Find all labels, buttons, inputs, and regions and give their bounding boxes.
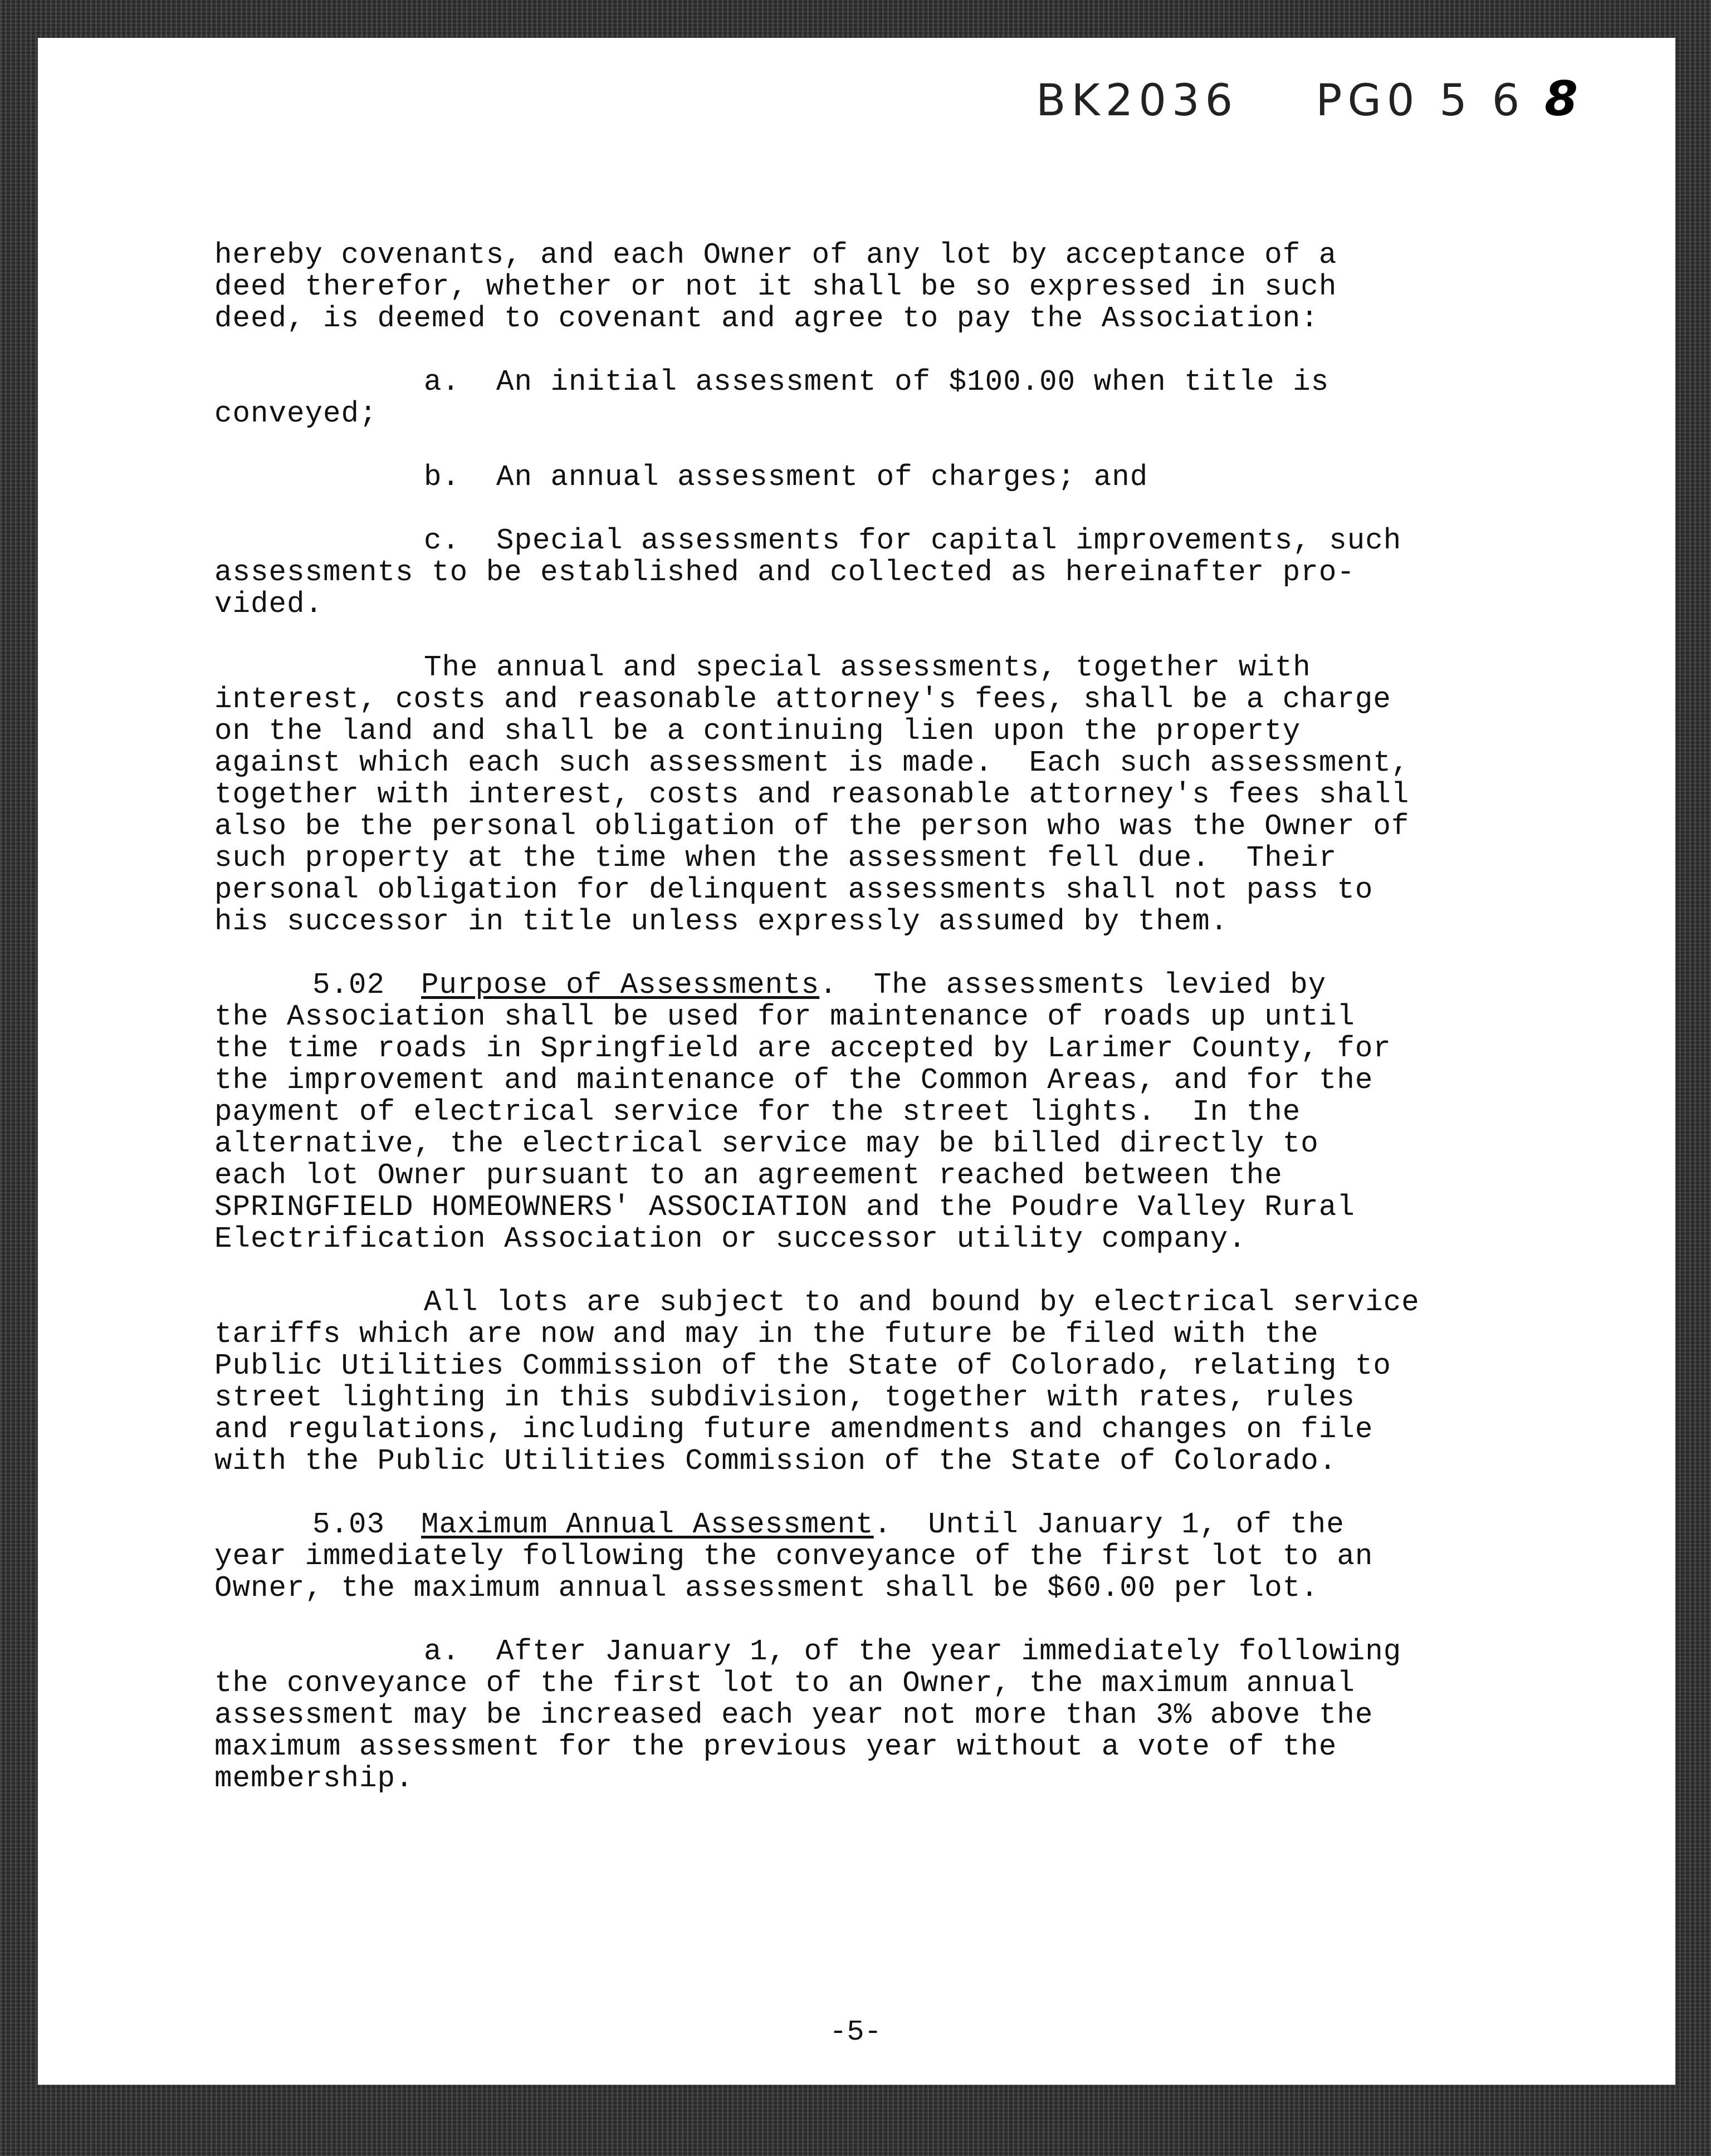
intro-paragraph: hereby covenants, and each Owner of any lot by acceptance of a deed therefor, whether or not it shall be so expressed in such deed, is deemed to covenant and agree to pay the Association: [214, 238, 1337, 335]
item-b-text: b. An annual assessment of charges; and [424, 460, 1148, 494]
item-b-paragraph [214, 462, 1562, 493]
document-body [214, 239, 1562, 1826]
item-c-paragraph [214, 525, 1562, 620]
section-5-03 [214, 1509, 1562, 1604]
page-ref: PG0 5 6 [1316, 76, 1526, 126]
item-a-text: a. An initial assessment of $100.00 when title is conveyed; [214, 365, 1329, 430]
lots-tariffs-paragraph [214, 1287, 1562, 1477]
book-page-stamp [1036, 71, 1583, 127]
annual-assessments-paragraph [214, 652, 1562, 938]
section-5-03-title: Maximum Annual Assessment [421, 1508, 874, 1541]
section-5-02 [214, 969, 1562, 1255]
lots-tariffs-text: All lots are subject to and bound by electrical service tariffs which are now and may in the future be filed with the Public Utilities Commission of the State of Colorado, relating to street lighting in this subdivision, together with rates, rules and regulations, including future amendments and changes on file with the Public Utilities Commission of the State of Colorado. [214, 1286, 1420, 1478]
book-ref: BK2036 [1036, 76, 1239, 126]
section-5-02-number: 5.02 [312, 968, 385, 1002]
section-5-02-body: . The assessments levied by the Association shall be used for maintenance of roads up until the time roads in Springfield are accepted by Larimer County, for the improvement and maintenance of the Common Areas, and for the payment of electrical service for the street lights. In the alternative, the electrical service may be billed directly to each lot Owner pursuant to an agreement reached between the SPRINGFIELD HOMEOWNERS' ASSOCIATION and the Poudre Valley Rural Electrification Association or successor utility company. [214, 968, 1391, 1256]
annual-assessments-text: The annual and special assessments, together with interest, costs and reasonable attorney's fees, shall be a charge on the land and shall be a continuing lien upon the property against which each such assessment is made. Each such assessment, together with interest, costs and reasonable attorney's fees shall also be the personal obligation of the person who was the Owner of such property at the time when the assessment fell due. Their personal obligation for delinquent assessments shall not pass to his successor in title unless expressly assumed by them. [214, 651, 1410, 938]
item-5-03-a-paragraph [214, 1636, 1562, 1795]
item-a-paragraph [214, 366, 1562, 430]
page-number: -5- [829, 2016, 882, 2049]
item-c-text: c. Special assessments for capital improvements, such assessments to be established and collected as hereinafter pro- vided. [214, 524, 1402, 621]
section-5-03-body: . Until January 1, of the year immediately following the conveyance of the first lot to an Owner, the maximum annual assessment shall be $60.00 per lot. [214, 1508, 1373, 1605]
page-suffix: 8 [1544, 71, 1583, 127]
section-5-02-title: Purpose of Assessments [421, 968, 820, 1002]
section-5-03-number: 5.03 [312, 1508, 385, 1541]
item-5-03-a-text: a. After January 1, of the year immediately following the conveyance of the first lot to an Owner, the maximum annual assessment may be increased each year not more than 3% above the maximum assessment for the previous year without a vote of the membership. [214, 1635, 1402, 1795]
